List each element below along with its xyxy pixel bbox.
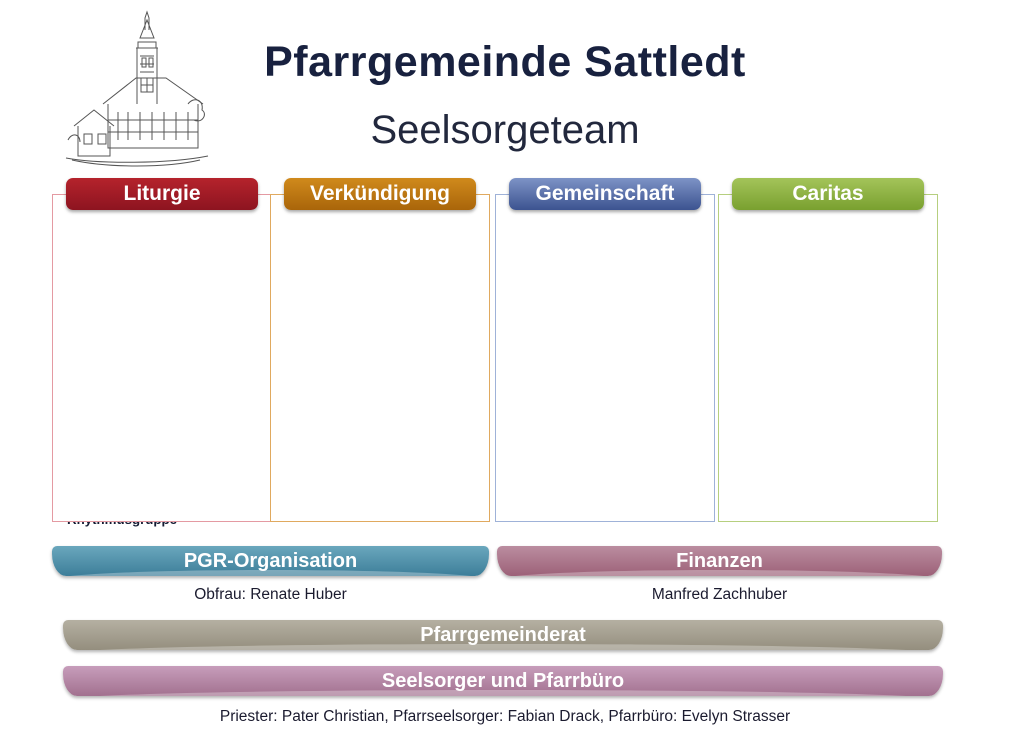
column-header-liturgie[interactable]: Liturgie: [66, 178, 258, 210]
column-header-verkuendigung[interactable]: Verkündigung: [284, 178, 476, 210]
column-body-caritas: [718, 194, 938, 522]
column-verkuendigung: [270, 178, 490, 538]
column-body-verkuendigung: [270, 194, 490, 522]
column-body-liturgie: [52, 194, 272, 522]
column-liturgie: [52, 178, 272, 538]
bar-finanzen[interactable]: Finanzen: [497, 546, 942, 576]
caption-pgr-organisation: Obfrau: Renate Huber: [194, 586, 347, 603]
column-gemeinschaft: [495, 178, 715, 538]
page-header: [0, 0, 1010, 175]
page-title: Pfarrgemeinde Sattledt: [264, 38, 746, 86]
column-header-caritas[interactable]: Caritas: [732, 178, 924, 210]
column-header-gemeinschaft[interactable]: Gemeinschaft: [509, 178, 701, 210]
bar-pgr-organisation[interactable]: PGR-Organisation: [52, 546, 489, 576]
page-subtitle: Seelsorgeteam: [370, 108, 640, 152]
caption-finanzen: Manfred Zachhuber: [651, 586, 788, 603]
column-caritas: [718, 178, 938, 538]
column-body-gemeinschaft: [495, 194, 715, 522]
bar-seelsorger-und-pfarrbuero[interactable]: Seelsorger und Pfarrbüro: [63, 666, 943, 696]
bar-pfarrgemeinderat[interactable]: Pfarrgemeinderat: [63, 620, 943, 650]
caption-seelsorger: Priester: Pater Christian, Pfarrseelsorger: Fabian Drack, Pfarrbüro: Evelyn Strasser: [219, 708, 791, 725]
team-columns: [0, 178, 1010, 543]
